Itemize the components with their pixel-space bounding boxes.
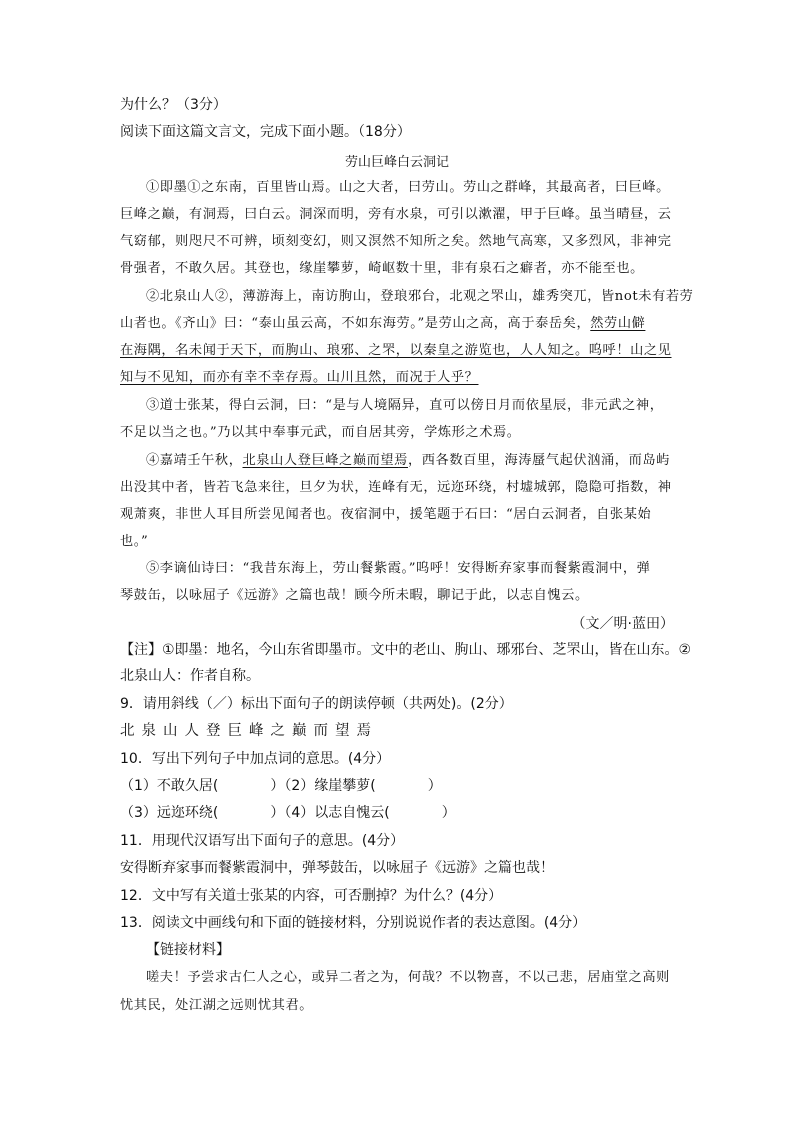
link-material-line-1: 嗟夫！予尝求古仁人之心，或异二者之为，何哉？不以物喜，不以己悲，居庙堂之高则	[146, 970, 670, 985]
paragraph-2-line-2-text: 山者也。《齐山》曰：“泰山虽云高，不如东海劳。”是劳山之高，高于泰岳矣，	[120, 316, 591, 331]
passage-title: 劳山巨峰白云洞记	[344, 155, 449, 170]
paragraph-5-line-2: 琴鼓缶，以咏屈子《远游》之篇也哉！顾今所未暇，聊记于此，以志自愧云。	[120, 588, 589, 603]
paragraph-4-line-1	[146, 451, 670, 471]
underlined-sentence-start: 然劳山僻	[590, 316, 646, 331]
question-11: 11．用现代汉语写出下面句子的意思。(4分）	[120, 833, 405, 849]
paragraph-1-line-2: 巨峰之巅，有洞焉，曰白云。洞深而明，旁有水泉，可引以漱濯，甲于巨峰。虽当晴昼，云	[120, 207, 672, 222]
paragraph-4-line-1-start: ④嘉靖壬午秋，	[146, 453, 243, 468]
question-10: 10．写出下列句子中加点词的意思。(4分）	[120, 751, 391, 767]
paragraph-1-line-4: 骨强者，不敢久居。其登也，缘崖攀萝，崎岖数十里，非有泉石之癖者，亦不能至也。	[120, 261, 644, 276]
q10-item-1: （1）不敢久居(	[120, 778, 219, 794]
paragraph-4-line-2: 出没其中者，皆若飞急来往，旦夕为状，连峰有无，远迩环绕，村墟城郭，隐隐可指数，神	[120, 480, 672, 495]
q10-item-4: ）（4）以志自愧云(	[270, 805, 390, 821]
paragraph-2-line-2	[120, 314, 645, 334]
q10-close: ）	[441, 805, 456, 821]
paragraph-5-line-1: ⑤李谪仙诗曰：“我昔东海上，劳山餐紫霞。”呜呼！安得断弃家事而餐紫霞洞中，弹	[146, 561, 651, 576]
question-9-sentence: 北泉山人登巨峰之巅而望焉	[120, 723, 378, 739]
paragraph-2-line-1: ②北泉山人②，薄游海上，南访朐山，登琅邪台，北观之罘山，雄秀突兀，皆not未有若劳	[146, 289, 694, 304]
question-13: 13．阅读文中画线句和下面的链接材料，分别说说作者的表达意图。(4分）	[120, 915, 587, 931]
link-material-line-2: 忧其民，处江湖之远则忧其君。	[120, 998, 314, 1013]
previous-question-tail: 为什么？（3分）	[120, 97, 227, 113]
paragraph-1-line-1: ①即墨①之东南，百里皆山焉。山之大者，曰劳山。劳山之群峰，其最高者，曰巨峰。	[146, 180, 670, 195]
paragraph-4-line-3: 观萧爽，非世人耳目所尝见闻者也。夜宿洞中，援笔题于石曰：“居白云洞者，自张某始	[120, 507, 652, 522]
paragraph-3-line-2: 不足以当之也。”乃以其中奉事元武，而自居其旁，学炼形之术焉。	[120, 425, 521, 440]
paragraph-4-line-1-end: ，西各数百里，海涛蜃气起伏汹涌，而岛屿	[407, 453, 670, 468]
section-instruction: 阅读下面这篇文言文，完成下面小题。（18分）	[120, 124, 411, 140]
note-line-2: 北泉山人：作者自称。	[120, 668, 260, 684]
question-9: 9．请用斜线（／）标出下面句子的朗读停顿（共两处)。(2分）	[120, 696, 513, 712]
question-12: 12．文中写有关道士张某的内容，可否删掉？为什么？(4分）	[120, 888, 503, 904]
note-line-1: 【注】①即墨：地名，今山东省即墨市。文中的老山、朐山、琊邪台、芝罘山，皆在山东。②	[120, 642, 692, 658]
q10-item-2: ）（2）缘崖攀萝(	[270, 778, 376, 794]
question-10-items-row-2	[120, 803, 456, 823]
underlined-phrase: 北泉山人登巨峰之巅而望焉	[242, 453, 408, 468]
underlined-sentence-line-3: 知与不见知，而亦有幸不幸存焉。山川且然，而况于人乎？	[120, 370, 479, 385]
underlined-sentence-line-2: 在海隅，名未闻于天下，而朐山、琅邪、之罘，以秦皇之游览也，人人知之。呜呼！山之见	[120, 343, 672, 358]
link-material-heading: 【链接材料】	[146, 942, 230, 958]
paragraph-3-line-1: ③道士张某，得白云洞，曰：“是与人境隔异，直可以傍日月而依星辰，非元武之神，	[146, 398, 664, 413]
author-attribution: （文／明·蓝田）	[571, 616, 674, 632]
q10-close: ）	[427, 778, 442, 794]
question-11-sentence: 安得断弃家事而餐紫霞洞中，弹琴鼓缶，以咏屈子《远游》之篇也哉！	[120, 860, 554, 876]
q10-item-3: （3）远迩环绕(	[120, 805, 219, 821]
paragraph-4-line-4: 也。”	[120, 534, 149, 549]
paragraph-1-line-3: 气窈郁，则咫尺不可辨，顷刻变幻，则又溟然不知所之矣。然地气高寒，又多烈风，非神完	[120, 234, 672, 249]
question-10-items-row-1	[120, 776, 442, 796]
